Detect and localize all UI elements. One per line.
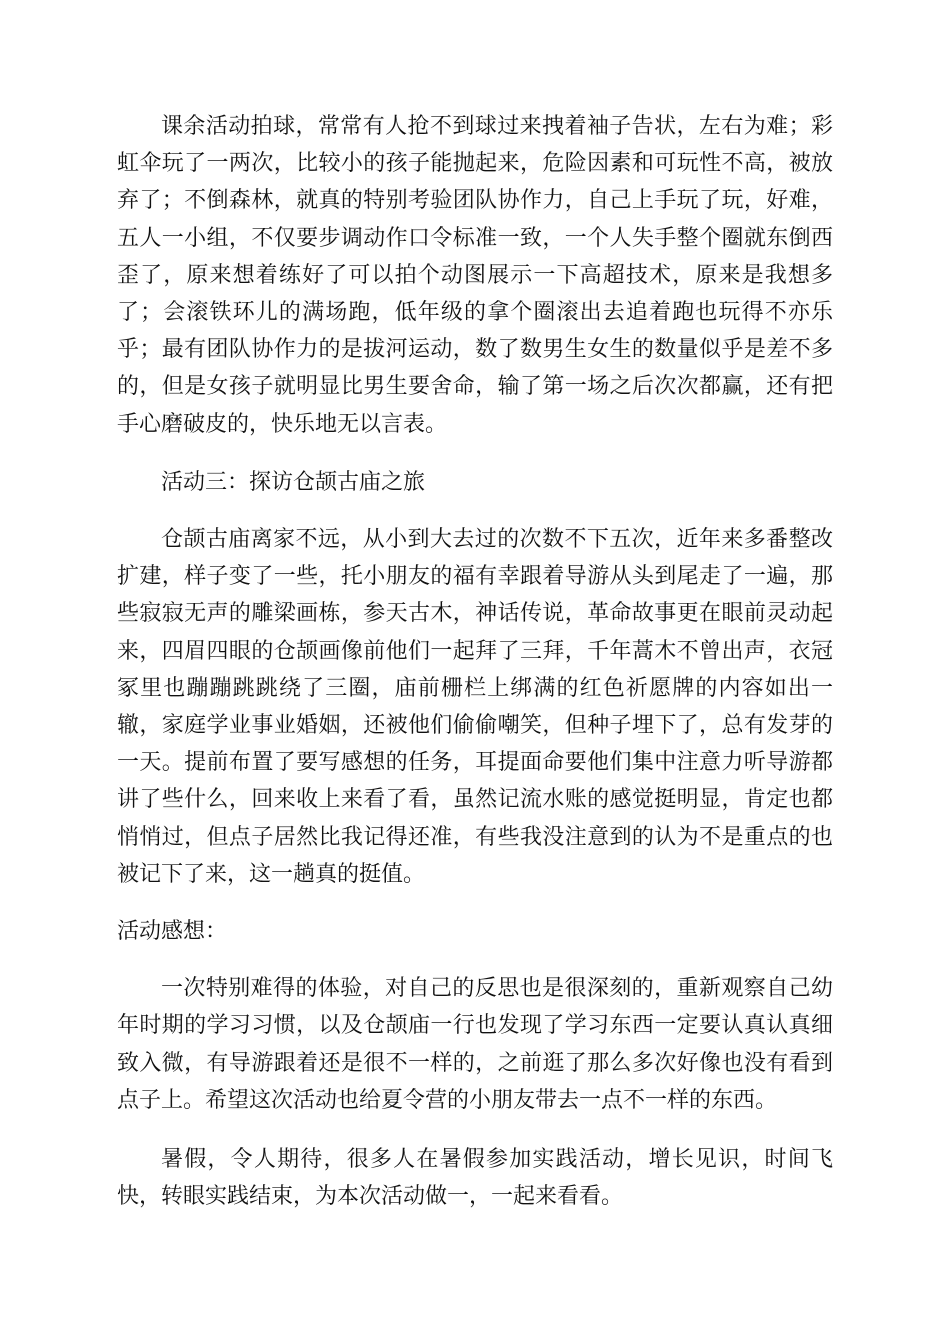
section-heading-activity-three: 活动三：探访仓颉古庙之旅 [161,469,426,495]
paragraph-reflection: 一次特别难得的体验，对自己的反思也是很深刻的，重新观察自己幼年时期的学习习惯，以及仓颉庙一行也发现了学习东西一定要认真认真细致入微，有导游跟着还是很不一样的，之前逛了那么多次好像也没有看到点子上。希望这次活动也给夏令营的小朋友带去一点不一样的东西。 [117,976,833,1113]
paragraph-summer-intro: 暑假，令人期待，很多人在暑假参加实践活动，增长见识，时间飞快，转眼实践结束，为本次活动做一，一起来看看。 [117,1147,833,1210]
section-heading-reflections: 活动感想： [117,919,228,945]
paragraph-recess-games: 课余活动拍球，常常有人抢不到球过来拽着袖子告状，左右为难；彩虹伞玩了一两次，比较小的孩子能抛起来，危险因素和可玩性不高，被放弃了；不倒森林，就真的特别考验团队协作力，自己上手玩了玩，好难，五人一小组，不仅要步调动作口令标准一致，一个人失手整个圈就东倒西歪了，原来想着练好了可以拍个动图展示一下高超技术，原来是我想多了；会滚铁环儿的满场跑，低年级的拿个圈滚出去追着跑也玩得不亦乐乎；最有团队协作力的是拔河运动，数了数男生女生的数量似乎是差不多的，但是女孩子就明显比男生要舍命，输了第一场之后次次都赢，还有把手心磨破皮的，快乐地无以言表。 [117,114,833,437]
document-body [117,108,833,1235]
paragraph-cangjie-temple: 仓颉古庙离家不远，从小到大去过的次数不下五次，近年来多番整改扩建，样子变了一些，托小朋友的福有幸跟着导游从头到尾走了一遍，那些寂寂无声的雕梁画栋，参天古木，神话传说，革命故事更在眼前灵动起来，四眉四眼的仓颉画像前他们一起拜了三拜，千年蒿木不曾出声，衣冠冢里也蹦蹦跳跳绕了三圈，庙前栅栏上绑满的红色祈愿牌的内容如出一辙，家庭学业事业婚姻，还被他们偷偷嘲笑，但种子埋下了，总有发芽的一天。提前布置了要写感想的任务，耳提面命要他们集中注意力听导游都讲了些什么，回来收上来看了看，虽然记流水账的感觉挺明显，肯定也都悄悄过，但点子居然比我记得还准，有些我没注意到的认为不是重点的也被记下了来，这一趟真的挺值。 [117,527,833,887]
